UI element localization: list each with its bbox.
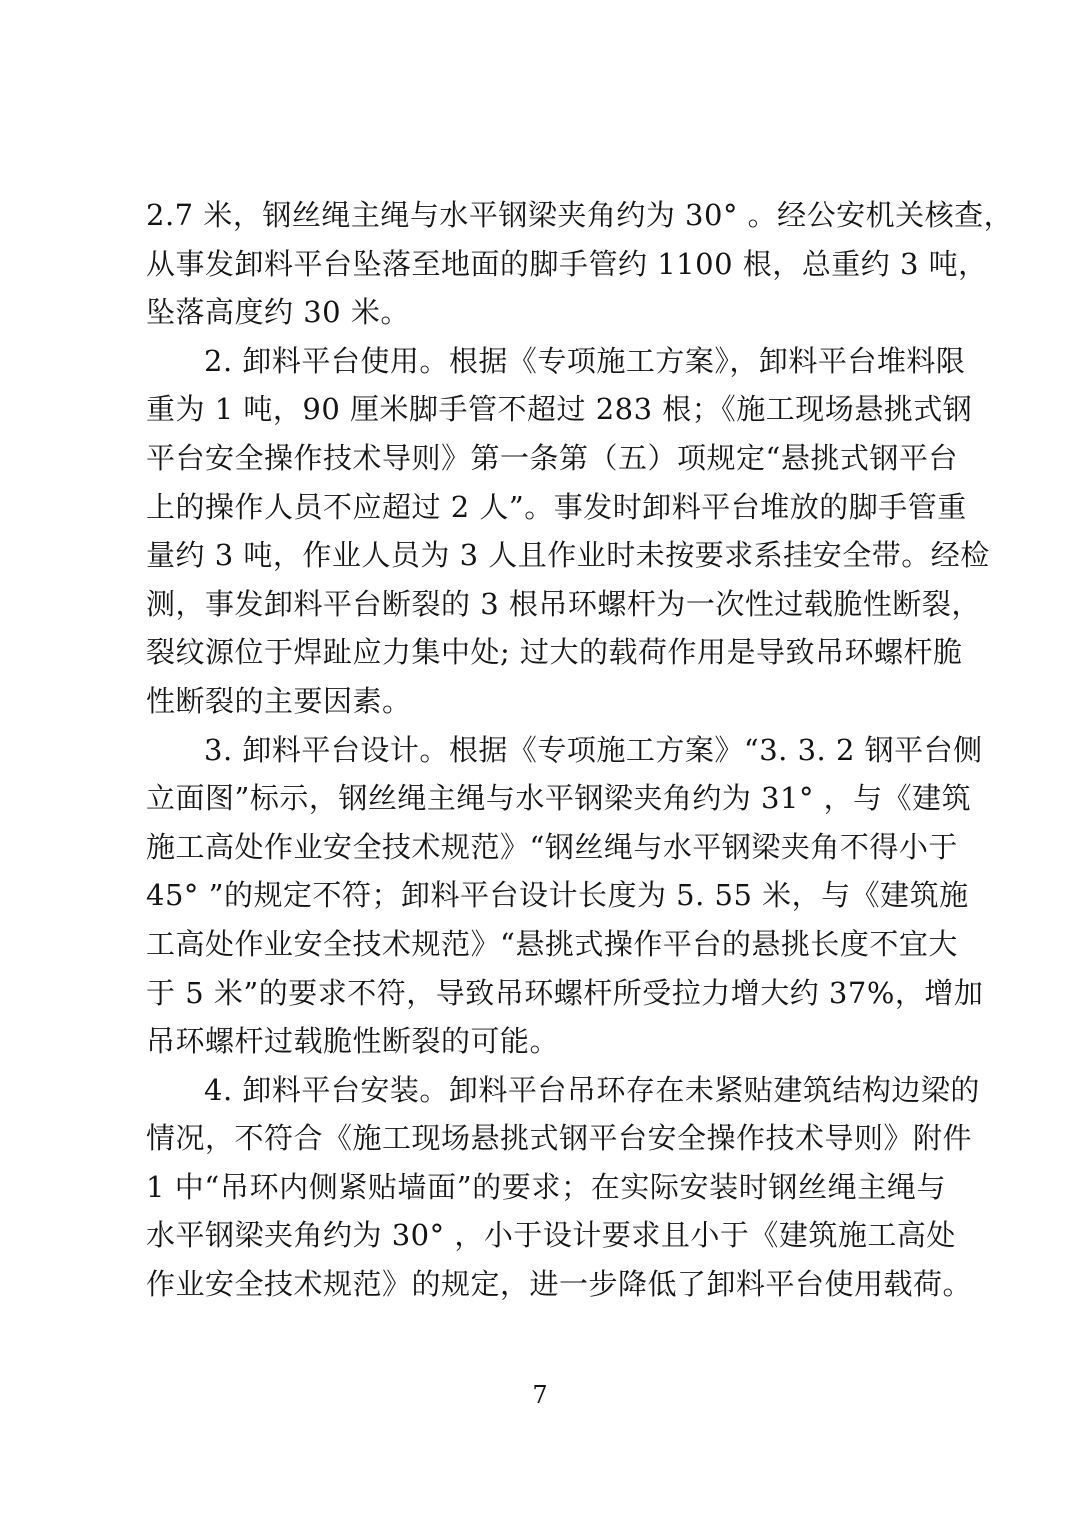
text-line: 水平钢梁夹角约为 30° ，小于设计要求且小于《建筑施工高处 <box>146 1218 956 1253</box>
paragraph-heading-line: 4. 卸料平台安装。卸料平台吊环存在未紧贴建筑结构边梁的 <box>204 1072 980 1107</box>
text-line: 1 中“吊环内侧紧贴墙面”的要求；在实际安装时钢丝绳主绳与 <box>146 1169 946 1204</box>
text-line: 施工高处作业安全技术规范》“钢丝绳与水平钢梁夹角不得小于 <box>146 829 958 864</box>
text-line: 立面图”标示，钢丝绳主绳与水平钢梁夹角约为 31° ，与《建筑 <box>146 781 972 816</box>
page-number: 7 <box>532 1381 548 1409</box>
text-line: 坠落高度约 30 米。 <box>146 295 410 330</box>
text-line: 裂纹源位于焊趾应力集中处; 过大的载荷作用是导致吊环螺杆脆 <box>146 635 963 670</box>
text-line: 测，事发卸料平台断裂的 3 根吊环螺杆为一次性过载脆性断裂， <box>146 586 981 621</box>
text-line: 工高处作业安全技术规范》“悬挑式操作平台的悬挑长度不宜大 <box>146 926 958 961</box>
text-line: 上的操作人员不应超过 2 人”。事发时卸料平台堆放的脚手管重 <box>146 489 967 524</box>
paragraph-heading-line: 2. 卸料平台使用。根据《专项施工方案》，卸料平台堆料限 <box>204 343 966 378</box>
text-line: 45° ”的规定不符；卸料平台设计长度为 5. 55 米，与《建筑施 <box>146 878 969 913</box>
text-line: 从事发卸料平台坠落至地面的脚手管约 1100 根，总重约 3 吨， <box>146 246 988 281</box>
paragraph-heading-line: 3. 卸料平台设计。根据《专项施工方案》“3. 3. 2 钢平台侧 <box>204 732 983 767</box>
text-line: 情况，不符合《施工现场悬挑式钢平台安全操作技术导则》附件 <box>146 1121 973 1156</box>
body-text <box>146 191 1014 1309</box>
text-line: 2.7 米，钢丝绳主绳与水平钢梁夹角约为 30° 。经公安机关核查， <box>146 198 1014 232</box>
text-line: 作业安全技术规范》的规定，进一步降低了卸料平台使用载荷。 <box>146 1267 973 1302</box>
text-line: 重为 1 吨，90 厘米脚手管不超过 283 根；《施工现场悬挑式钢 <box>146 392 973 427</box>
text-line: 平台安全操作技术导则》第一条第（五）项规定“悬挑式钢平台 <box>146 440 958 475</box>
text-line: 性断裂的主要因素。 <box>146 683 412 718</box>
text-line: 量约 3 吨，作业人员为 3 人且作业时未按要求系挂安全带。经检 <box>146 538 990 573</box>
text-line: 吊环螺杆过载脆性断裂的可能。 <box>146 1024 560 1059</box>
text-line: 于 5 米”的要求不符，导致吊环螺杆所受拉力增大约 37%，增加 <box>146 975 984 1010</box>
